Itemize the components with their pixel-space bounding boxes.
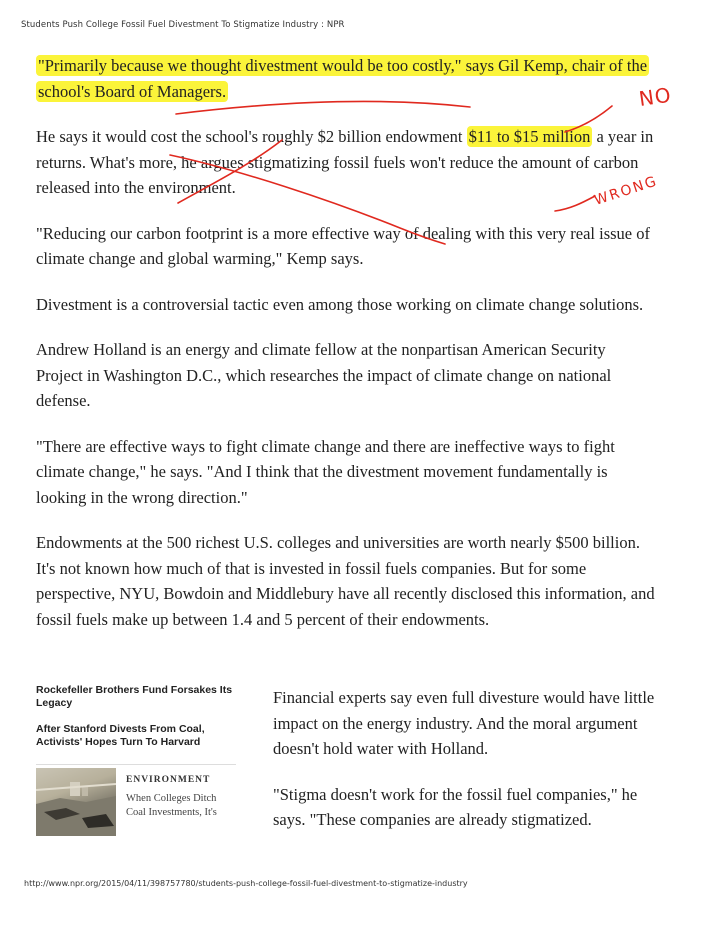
paragraph-endowments-500: Endowments at the 500 richest U.S. colleges and universities are worth nearly $500 billion. It's not known how much of that is invested in fossil fuels companies. But for some perspective, NYU, Bowdoin and Middlebury have all recently disclosed this information, and fossil fuels make up between 1.4 and 5 percent of their endowments.	[36, 533, 655, 629]
paragraph-carbon-footprint: "Reducing our carbon footprint is a more effective way of dealing with this very real issue of climate change and global warming," Kemp says.	[36, 223, 650, 268]
card-thumbnail-coal-plant	[36, 768, 116, 836]
paragraph-stigma-quote: "Stigma doesn't work for the fossil fuel companies," he says. "These companies are already stigmatized.	[273, 784, 638, 829]
paragraph-text: a year in returns. What's more, he argues stigmatizing fossil fuels won't reduce the amount of carbon released into the environment.	[36, 127, 654, 197]
paragraph-endowment-cost	[36, 124, 656, 201]
article-body-continued	[273, 685, 663, 853]
paragraph-financial-experts: Financial experts say even full divesture would have little impact on the energy industry. And the moral argument doesn't hold water with Holland.	[273, 688, 655, 758]
highlighted-amount: $11 to $15 million	[468, 127, 591, 146]
paragraph-text: He says it would cost the school's roughly $2 billion endowment	[36, 127, 467, 146]
page-header: Students Push College Fossil Fuel Divestment To Stigmatize Industry : NPR	[21, 20, 345, 30]
coal-plant-image	[36, 768, 116, 836]
card-kicker: ENVIRONMENT	[126, 775, 211, 785]
highlighted-quote: "Primarily because we thought divestment would be too costly," says Gil Kemp, chair of the school's Board of Managers.	[38, 56, 648, 101]
page-footer-url: http://www.npr.org/2015/04/11/398757780/students-push-college-fossil-fuel-divestment-to-stigmatize-industry	[24, 879, 468, 888]
handwritten-note-no: NO	[637, 82, 674, 111]
article-lower-section	[36, 684, 656, 854]
related-stories	[36, 684, 236, 762]
paragraph-kemp-quote	[36, 53, 656, 104]
paragraph-andrew-holland: Andrew Holland is an energy and climate fellow at the nonpartisan American Security Project in Washington D.C., which researches the impact of climate change on national defense.	[36, 340, 612, 410]
related-card-environment[interactable]	[36, 764, 236, 845]
paragraph-controversial-tactic: Divestment is a controversial tactic even among those working on climate change solutions.	[36, 294, 644, 314]
related-link-rockefeller[interactable]: Rockefeller Brothers Fund Forsakes Its Legacy	[36, 684, 233, 709]
article-body	[36, 53, 656, 652]
related-link-stanford[interactable]: After Stanford Divests From Coal, Activists' Hopes Turn To Harvard	[36, 723, 205, 748]
paragraph-holland-quote: "There are effective ways to fight climate change and there are ineffective ways to fight climate change," he says. "And I think that the divestment movement fundamentally is looking in the wrong direction."	[36, 436, 615, 507]
card-title[interactable]: When Colleges Ditch Coal Investments, It's	[126, 793, 217, 818]
handwritten-note-wrong: WRONG	[592, 173, 660, 209]
